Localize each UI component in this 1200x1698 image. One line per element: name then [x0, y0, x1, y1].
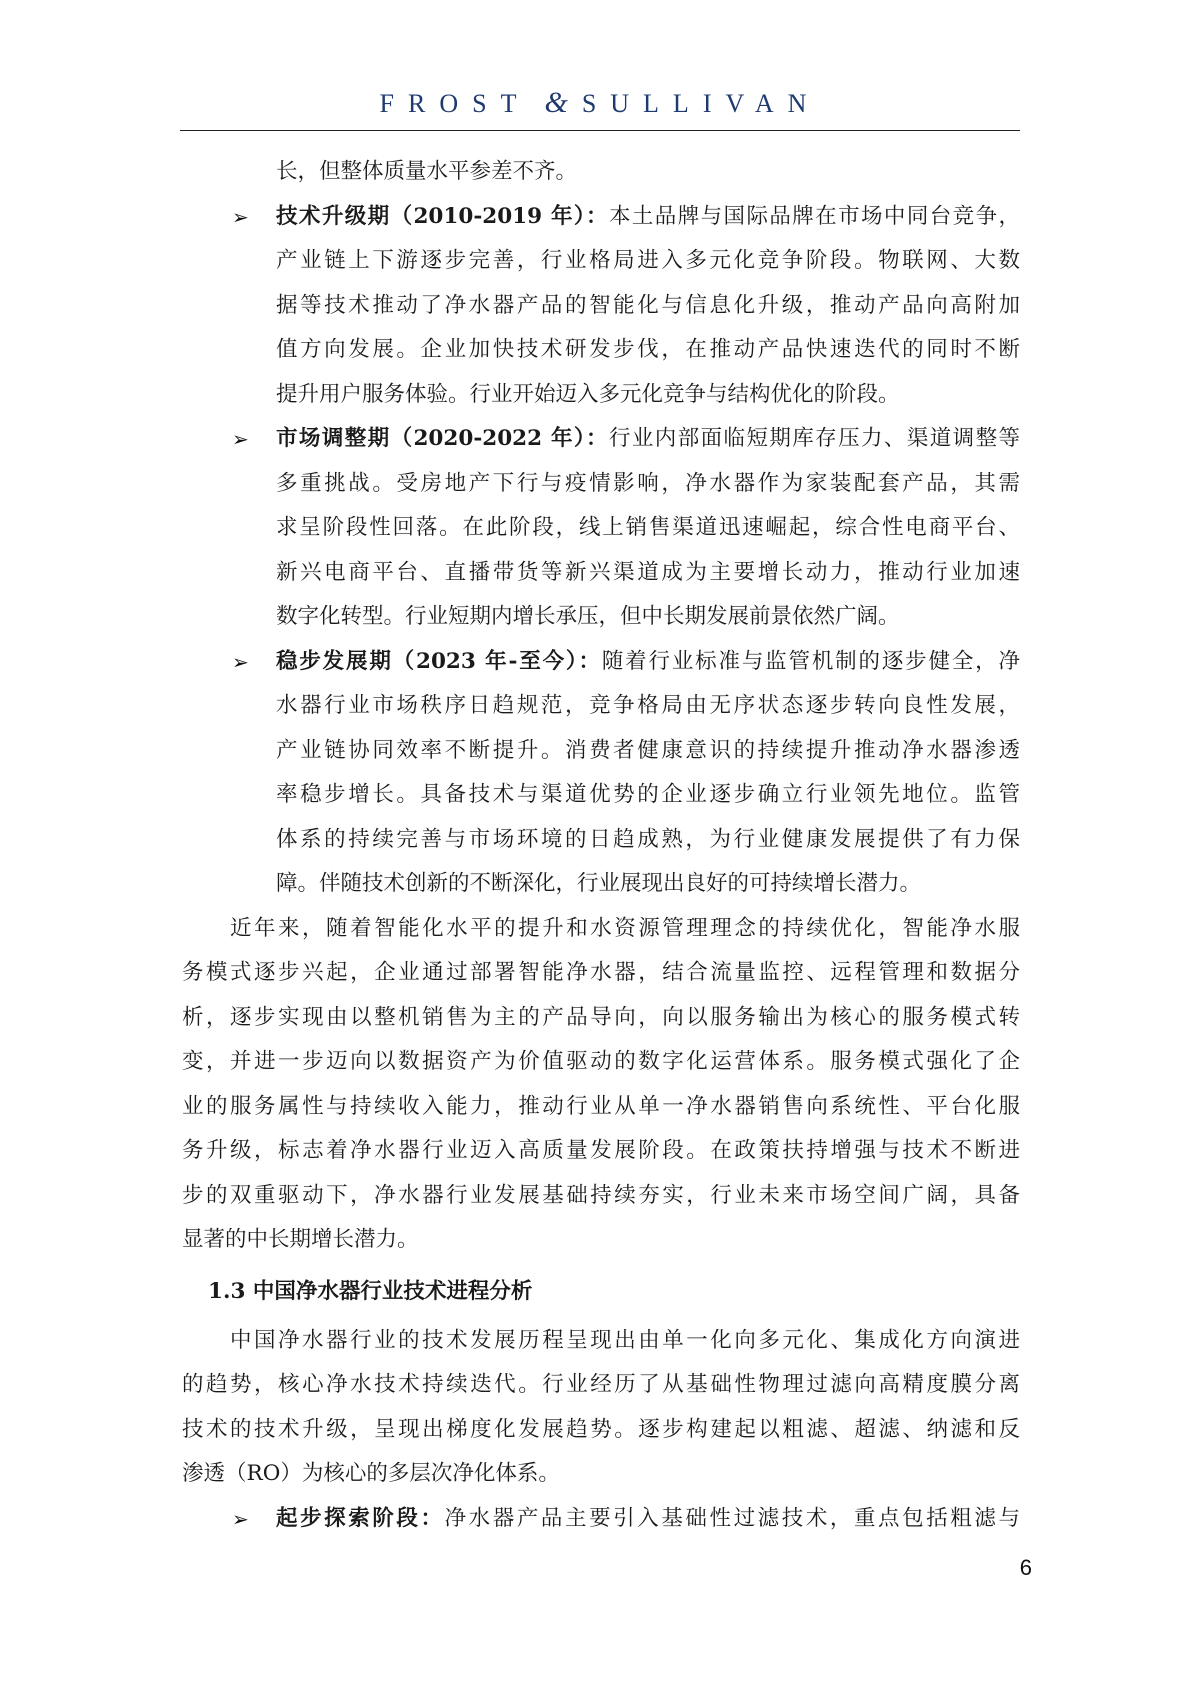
bullet-line: 数字化转型。行业短期内增长承压，但中长期发展前景依然广阔。	[276, 604, 900, 629]
brand-ampersand: &	[544, 86, 568, 119]
continuation-line: 长，但整体质量水平参差不齐。	[276, 159, 578, 184]
paragraph-line: 变，并进一步迈向以数据资产为价值驱动的数字化运营体系。服务模式强化了企	[182, 1049, 1020, 1074]
arrow-bullet-icon: ➢	[232, 649, 249, 674]
bullet-line: 求呈阶段性回落。在此阶段，线上销售渠道迅速崛起，综合性电商平台、	[276, 515, 1020, 540]
brand-right: SULLIVAN	[581, 89, 821, 118]
brand-left: FROST	[379, 89, 531, 118]
bullet-term: 稳步发展期（2023 年-至今）：	[276, 648, 602, 674]
bullet-first-line	[276, 640, 1020, 685]
bullet-line: 值方向发展。企业加快技术研发步伐，在推动产品快速迭代的同时不断	[276, 337, 1020, 362]
body-text	[182, 150, 1020, 1541]
bullet-term: 起步探索阶段：	[276, 1505, 445, 1531]
bullet-line: 体系的持续完善与市场环境的日趋成熟，为行业健康发展提供了有力保	[276, 826, 1020, 852]
stage-bullet-market-adjustment	[182, 417, 1020, 640]
arrow-bullet-icon: ➢	[232, 204, 249, 229]
bullet-line: 据等技术推动了净水器产品的智能化与信息化升级，推动产品向高附加	[276, 292, 1020, 318]
paragraph-line: 业的服务属性与持续收入能力，推动行业从单一净水器销售向系统性、平台化服	[182, 1093, 1020, 1119]
bullet-line: 障。伴随技术创新的不断深化，行业展现出良好的可持续增长潜力。	[276, 871, 922, 896]
paragraph-line: 技术的技术升级，呈现出梯度化发展趋势。逐步构建起以粗滤、超滤、纳滤和反	[182, 1416, 1020, 1442]
bullet-line: 产业链上下游逐步完善，行业格局进入多元化竞争阶段。物联网、大数	[276, 248, 1020, 273]
bullet-first-line	[276, 417, 1020, 462]
paragraph-line: 的趋势，核心净水技术持续迭代。行业经历了从基础性物理过滤向高精度膜分离	[182, 1372, 1020, 1397]
arrow-bullet-icon: ➢	[232, 1506, 249, 1531]
paragraph-line: 中国净水器行业的技术发展历程呈现出由单一化向多元化、集成化方向演进	[230, 1327, 1020, 1353]
bullet-text: 行业内部面临短期库存压力、渠道调整等	[608, 426, 1020, 451]
stage-bullet-tech-upgrade	[182, 195, 1020, 418]
bullet-line: 水器行业市场秩序日趋规范，竞争格局由无序状态逐步转向良性发展，	[276, 693, 1020, 718]
bullet-line: 率稳步增长。具备技术与渠道优势的企业逐步确立行业领先地位。监管	[276, 782, 1020, 807]
frost-sullivan-logo	[0, 86, 1200, 120]
paragraph-line: 务升级，标志着净水器行业迈入高质量发展阶段。在政策扶持增强与技术不断进	[182, 1138, 1020, 1163]
bullet-text: 本土品牌与国际品牌在市场中同台竞争，	[608, 203, 1020, 229]
paragraph-line: 步的双重驱动下，净水器行业发展基础持续夯实，行业未来市场空间广阔，具备	[182, 1182, 1020, 1208]
paragraph-line: 渗透（RO）为核心的多层次净化体系。	[182, 1461, 560, 1486]
bullet-text: 净水器产品主要引入基础性过滤技术，重点包括粗滤与	[444, 1505, 1020, 1531]
bullet-text: 随着行业标准与监管机制的逐步健全，净	[601, 648, 1020, 674]
bullet-line: 提升用户服务体验。行业开始迈入多元化竞争与结构优化的阶段。	[276, 381, 900, 407]
stage-bullet-initial-exploration	[182, 1497, 1020, 1542]
arrow-bullet-icon: ➢	[232, 427, 249, 451]
header-rule	[180, 130, 1020, 131]
page-number: 6	[1019, 1555, 1032, 1580]
bullet-line: 产业链协同效率不断提升。消费者健康意识的持续提升推动净水器渗透	[276, 737, 1020, 763]
bullet-term: 市场调整期（2020-2022 年）：	[276, 426, 609, 451]
paragraph-line: 务模式逐步兴起，企业通过部署智能净水器，结合流量监控、远程管理和数据分	[182, 960, 1020, 985]
bullet-line: 多重挑战。受房地产下行与疫情影响，净水器作为家装配套产品，其需	[276, 470, 1020, 496]
paragraph-line: 显著的中长期增长潜力。	[182, 1227, 419, 1252]
bullet-first-line	[276, 1497, 1020, 1542]
bullet-term: 技术升级期（2010-2019 年）：	[276, 203, 609, 229]
stage-bullet-steady-development	[182, 640, 1020, 907]
paragraph-line: 近年来，随着智能化水平的提升和水资源管理理念的持续优化，智能净水服	[230, 915, 1020, 941]
paragraph-line: 析，逐步实现由以整机销售为主的产品导向，向以服务输出为核心的服务模式转	[182, 1004, 1020, 1030]
section-heading: 1.3 中国净水器行业技术进程分析	[208, 1278, 533, 1304]
summary-paragraph	[182, 907, 1020, 1263]
bullet-line: 新兴电商平台、直播带货等新兴渠道成为主要增长动力，推动行业加速	[276, 559, 1020, 585]
bullet-first-line	[276, 195, 1020, 240]
section-paragraph	[182, 1319, 1020, 1497]
